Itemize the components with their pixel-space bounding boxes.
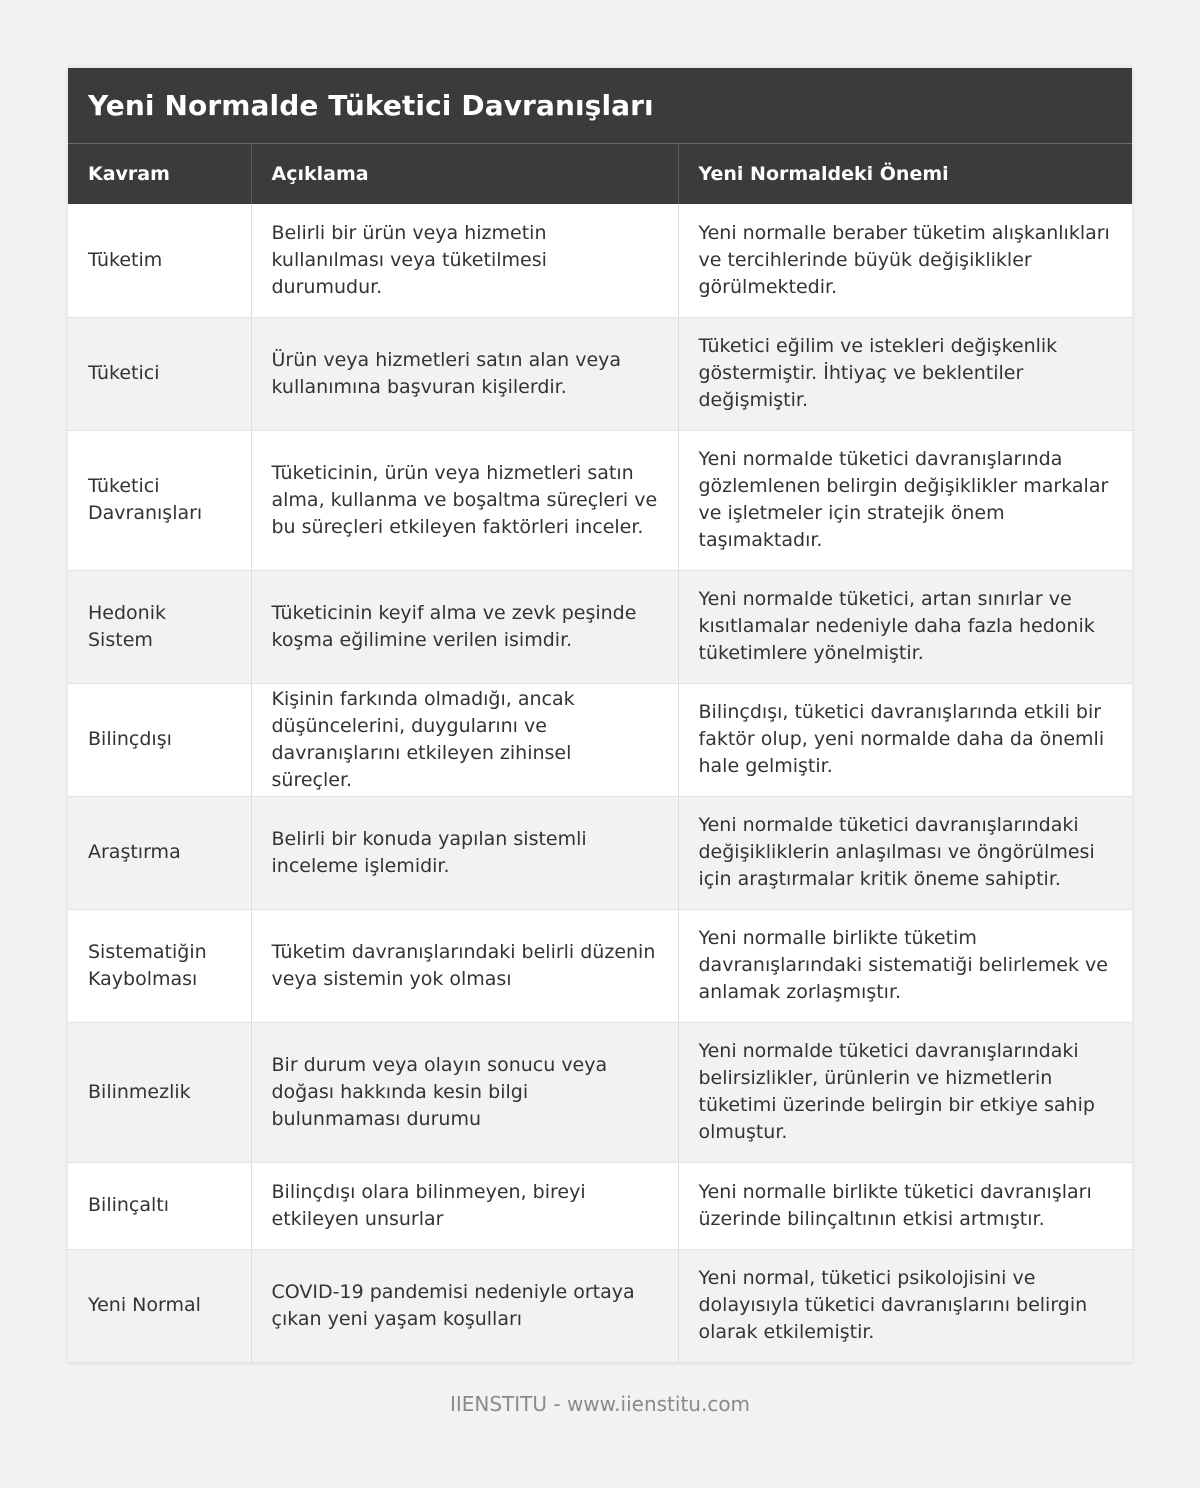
cell-kavram: Sistematiğin Kaybolması	[68, 909, 251, 1022]
table-row	[68, 683, 1132, 796]
cell-kavram: Tüketim	[68, 204, 251, 317]
cell-onem: Yeni normalde tüketici davranışlarındaki belirsizlikler, ürünlerin ve hizmetlerin tüketimi üzerinde belirgin bir etkiye sahip olmuştur.	[678, 1022, 1132, 1162]
table-row	[68, 909, 1132, 1022]
cell-aciklama: Bir durum veya olayın sonucu veya doğası hakkında kesin bilgi bulunmaması durumu	[251, 1022, 678, 1162]
cell-aciklama: Tüketim davranışlarındaki belirli düzenin veya sistemin yok olması	[251, 909, 678, 1022]
cell-kavram: Bilinçdışı	[68, 683, 251, 796]
column-header-kavram: Kavram	[68, 144, 251, 204]
cell-aciklama: Kişinin farkında olmadığı, ancak düşüncelerini, duygularını ve davranışlarını etkileyen zihinsel süreçler.	[251, 683, 678, 796]
table-row	[68, 1022, 1132, 1162]
table-row	[68, 1162, 1132, 1249]
cell-onem: Yeni normalle birlikte tüketici davranışları üzerinde bilinçaltının etkisi artmıştır.	[678, 1162, 1132, 1249]
cell-aciklama: Tüketicinin keyif alma ve zevk peşinde koşma eğilimine verilen isimdir.	[251, 570, 678, 683]
cell-onem: Yeni normalde tüketici davranışlarında gözlemlenen belirgin değişiklikler markalar ve işletmeler için stratejik önem taşımaktadır.	[678, 430, 1132, 570]
cell-onem: Bilinçdışı, tüketici davranışlarında etkili bir faktör olup, yeni normalde daha da önemli hale gelmiştir.	[678, 683, 1132, 796]
cell-kavram: Araştırma	[68, 796, 251, 909]
page-title: Yeni Normalde Tüketici Davranışları	[88, 89, 654, 122]
table-header	[68, 144, 1132, 204]
cell-kavram: Bilinçaltı	[68, 1162, 251, 1249]
footer-credit: IIENSTITU - www.iienstitu.com	[449, 1392, 751, 1416]
table-row	[68, 570, 1132, 683]
cell-aciklama: Belirli bir ürün veya hizmetin kullanılması veya tüketilmesi durumudur.	[251, 204, 678, 317]
table-row	[68, 204, 1132, 317]
cell-aciklama: Belirli bir konuda yapılan sistemli inceleme işlemidir.	[251, 796, 678, 909]
concept-table	[68, 144, 1132, 1363]
cell-onem: Yeni normalle birlikte tüketim davranışlarındaki sistematiği belirlemek ve anlamak zorlaşmıştır.	[678, 909, 1132, 1022]
table-row	[68, 1249, 1132, 1362]
title-bar	[68, 68, 1132, 144]
cell-kavram: Tüketici	[68, 317, 251, 430]
cell-kavram: Hedonik Sistem	[68, 570, 251, 683]
table-row	[68, 430, 1132, 570]
table-row	[68, 317, 1132, 430]
cell-aciklama: Tüketicinin, ürün veya hizmetleri satın alma, kullanma ve boşaltma süreçleri ve bu süreçleri etkileyen faktörleri inceler.	[251, 430, 678, 570]
column-header-aciklama: Açıklama	[251, 144, 678, 204]
cell-onem: Yeni normalde tüketici, artan sınırlar ve kısıtlamalar nedeniyle daha fazla hedonik tüketimlere yönelmiştir.	[678, 570, 1132, 683]
cell-onem: Yeni normal, tüketici psikolojisini ve dolayısıyla tüketici davranışlarını belirgin olarak etkilemiştir.	[678, 1249, 1132, 1362]
cell-kavram: Yeni Normal	[68, 1249, 251, 1362]
cell-aciklama: Bilinçdışı olara bilinmeyen, bireyi etkileyen unsurlar	[251, 1162, 678, 1249]
cell-aciklama: Ürün veya hizmetleri satın alan veya kullanımına başvuran kişilerdir.	[251, 317, 678, 430]
column-header-onem: Yeni Normaldeki Önemi	[678, 144, 1132, 204]
cell-kavram: Tüketici Davranışları	[68, 430, 251, 570]
cell-kavram: Bilinmezlik	[68, 1022, 251, 1162]
table-card	[68, 68, 1132, 1363]
cell-aciklama: COVID-19 pandemisi nedeniyle ortaya çıkan yeni yaşam koşulları	[251, 1249, 678, 1362]
table-body	[68, 204, 1132, 1362]
cell-onem: Yeni normalle beraber tüketim alışkanlıkları ve tercihlerinde büyük değişiklikler görülmektedir.	[678, 204, 1132, 317]
cell-onem: Tüketici eğilim ve istekleri değişkenlik göstermiştir. İhtiyaç ve beklentiler değişmiştir.	[678, 317, 1132, 430]
table-row	[68, 796, 1132, 909]
cell-onem: Yeni normalde tüketici davranışlarındaki değişikliklerin anlaşılması ve öngörülmesi için araştırmalar kritik öneme sahiptir.	[678, 796, 1132, 909]
